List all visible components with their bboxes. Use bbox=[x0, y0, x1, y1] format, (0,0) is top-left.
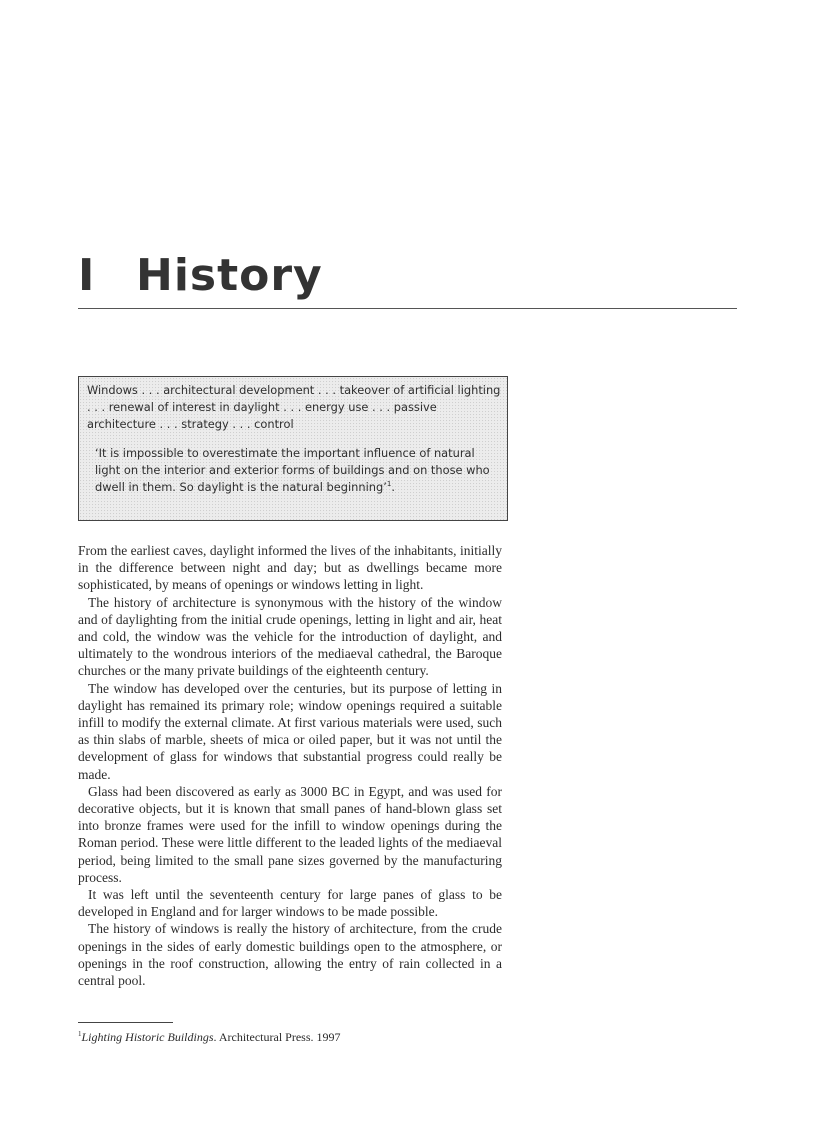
chapter-summary-box bbox=[78, 376, 508, 521]
body-paragraph: Glass had been discovered as early as 3000 BC in Egypt, and was used for decorative objects, but it is known that small panes of hand-blown glass set into bronze frames were used for the infill to window openings during the Roman period. These were little different to the leaded lights of the mediaeval period, being limited to the small pane sizes governed by the manufacturing process. bbox=[78, 783, 502, 885]
footnote-marker: 1 bbox=[78, 1030, 82, 1038]
footnote-publisher: . Architectural Press. 1997 bbox=[213, 1030, 341, 1044]
quote-footnote-marker: 1 bbox=[386, 480, 392, 489]
chapter-title: History bbox=[136, 250, 323, 301]
body-text bbox=[78, 542, 502, 989]
footnote-rule bbox=[78, 1022, 173, 1023]
body-paragraph: The history of windows is really the history of architecture, from the crude openings in the sides of early domestic buildings open to the atmosphere, or openings in the roof construction, allowing the entry of rain collected in a central pool. bbox=[78, 921, 502, 989]
quote-end: . bbox=[391, 480, 395, 494]
summary-quote bbox=[95, 445, 497, 496]
body-paragraph: The history of architecture is synonymous with the history of the window and of daylighting from the initial crude openings, letting in light and air, heat and cold, the window was the vehicle for the introduction of daylight, and ultimately to the wondrous interiors of the mediaeval cathedral, the Baroque churches or the many private buildings of the eighteenth century. bbox=[78, 594, 502, 679]
body-paragraph: The window has developed over the centuries, but its purpose of letting in daylight has remained its primary role; window openings required a suitable infill to modify the external climate. At first various materials were used, such as thin slabs of marble, sheets of mica or oiled paper, but it was not until the development of glass for windows that substantial progress could really be made. bbox=[78, 680, 502, 782]
chapter-heading bbox=[78, 248, 323, 304]
summary-keywords: Windows . . . architectural development . . . takeover of artificial lighting . . . renewal of interest in daylight . . . energy use . . . passive architecture . . . strategy . . . control bbox=[87, 383, 501, 431]
heading-rule bbox=[78, 308, 737, 309]
chapter-number: I bbox=[78, 250, 96, 301]
quote-text: ‘It is impossible to overestimate the important influence of natural light on the interior and exterior forms of buildings and on those who dwell in them. So daylight is the natural beginning’ bbox=[95, 446, 490, 494]
footnote-title: Lighting Historic Buildings bbox=[81, 1030, 214, 1044]
body-paragraph: It was left until the seventeenth century for large panes of glass to be developed in England and for larger windows to be made possible. bbox=[78, 887, 502, 920]
footnote bbox=[78, 1030, 341, 1045]
body-paragraph: From the earliest caves, daylight informed the lives of the inhabitants, initially in the difference between night and day; but as dwellings became more sophisticated, by means of openings or windows letting in light. bbox=[78, 543, 502, 593]
